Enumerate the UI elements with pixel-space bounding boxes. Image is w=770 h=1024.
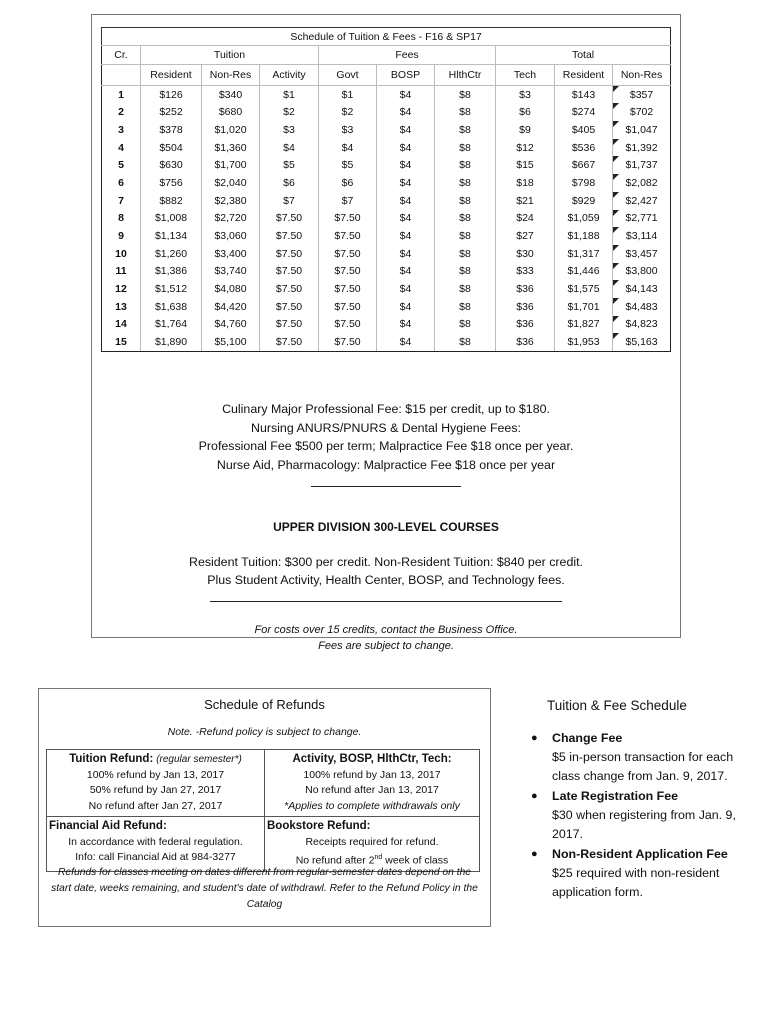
table-cell: $1,134: [141, 227, 202, 245]
table-cell: $252: [141, 103, 202, 121]
activity-refund-line: No refund after Jan 13, 2017: [305, 784, 439, 796]
credit-cell: 5: [102, 156, 141, 174]
tuition-fees-box: [91, 14, 681, 652]
table-cell: $24: [496, 210, 555, 228]
tuition-refund-qualifier: (regular semester*): [156, 754, 242, 765]
fee-notes: [92, 400, 680, 493]
list-item-title: Change Fee: [552, 731, 623, 745]
table-cell: $8: [435, 298, 496, 316]
table-cell: $4,420: [202, 298, 260, 316]
contact-note: [92, 622, 680, 654]
table-cell: $1,188: [555, 227, 613, 245]
table-cell: $5,100: [202, 333, 260, 351]
col-header: BOSP: [377, 64, 435, 85]
bookstore-refund-cell: [265, 817, 480, 872]
bookstore-refund-line: No refund after 2nd week of class: [295, 854, 449, 867]
table-cell: $7.50: [319, 316, 377, 334]
table-cell: $7.50: [260, 298, 319, 316]
side-title: Tuition & Fee Schedule: [547, 698, 687, 713]
table-cell: $667: [555, 156, 613, 174]
table-cell: $1,020: [202, 121, 260, 139]
table-cell: $7.50: [260, 227, 319, 245]
col-header: Non-Res: [613, 64, 671, 85]
table-cell: $702: [613, 103, 671, 121]
table-cell: $12: [496, 139, 555, 157]
table-cell: $8: [435, 245, 496, 263]
table-row: [102, 121, 671, 139]
table-cell: $7.50: [260, 333, 319, 351]
table-cell: $536: [555, 139, 613, 157]
table-row: [102, 316, 671, 334]
table-cell: $4: [377, 263, 435, 281]
table-cell: $7.50: [260, 316, 319, 334]
header-total: Total: [496, 46, 671, 65]
table-cell: $5: [260, 156, 319, 174]
table-cell: $274: [555, 103, 613, 121]
table-cell: $3,740: [202, 263, 260, 281]
table-cell: $4: [377, 280, 435, 298]
tuition-refund-line: No refund after Jan 27, 2017: [88, 799, 223, 812]
table-cell: $30: [496, 245, 555, 263]
upper-division-text: [92, 553, 680, 607]
activity-refund-line: 100% refund by Jan 13, 2017: [303, 768, 441, 781]
table-cell: $4: [377, 192, 435, 210]
table-row: [102, 298, 671, 316]
table-cell: $1,575: [555, 280, 613, 298]
bullet-icon: ●: [531, 732, 538, 744]
table-cell: $798: [555, 174, 613, 192]
table-cell: $33: [496, 263, 555, 281]
list-item-title: Late Registration Fee: [552, 789, 678, 803]
table-cell: $143: [555, 85, 613, 103]
table-cell: $3,400: [202, 245, 260, 263]
credit-cell: 4: [102, 139, 141, 157]
credit-cell: 14: [102, 316, 141, 334]
table-cell: $2,427: [613, 192, 671, 210]
table-cell: $756: [141, 174, 202, 192]
professional-note: Professional Fee $500 per term; Malpractice Fee $18 once per year.: [198, 439, 574, 453]
header-cr: Cr.: [102, 46, 141, 65]
table-cell: $8: [435, 174, 496, 192]
table-row: [102, 156, 671, 174]
table-cell: $15: [496, 156, 555, 174]
table-cell: $8: [435, 192, 496, 210]
table-cell: $8: [435, 103, 496, 121]
col-header: Tech: [496, 64, 555, 85]
table-cell: $36: [496, 316, 555, 334]
header-fees: Fees: [319, 46, 496, 65]
list-item-desc: $5 in-person transaction for each class change from Jan. 9, 2017.: [552, 750, 734, 783]
table-row: [102, 227, 671, 245]
table-cell: $2: [319, 103, 377, 121]
table-cell: $3,457: [613, 245, 671, 263]
table-cell: $4,760: [202, 316, 260, 334]
table-cell: $4: [377, 316, 435, 334]
table-cell: $1: [260, 85, 319, 103]
credit-cell: 7: [102, 192, 141, 210]
credit-cell: 8: [102, 210, 141, 228]
nurse-aid-note: Nurse Aid, Pharmacology: Malpractice Fee $18 once per year: [216, 457, 556, 472]
table-cell: $357: [613, 85, 671, 103]
bullet-icon: ●: [531, 790, 538, 802]
table-cell: $8: [435, 85, 496, 103]
table-row: [102, 245, 671, 263]
table-cell: $36: [496, 298, 555, 316]
table-cell: $3,060: [202, 227, 260, 245]
refund-note: Note. -Refund policy is subject to change.: [167, 726, 362, 738]
table-cell: $1,446: [555, 263, 613, 281]
nursing-note: Nursing ANURS/PNURS & Dental Hygiene Fees:: [251, 420, 521, 435]
table-cell: $7.50: [319, 280, 377, 298]
table-cell: $6: [319, 174, 377, 192]
col-header: Resident: [141, 64, 202, 85]
table-cell: $7: [260, 192, 319, 210]
table-cell: $7.50: [319, 263, 377, 281]
credit-cell: 11: [102, 263, 141, 281]
table-cell: $7.50: [260, 263, 319, 281]
bookstore-refund-line: Receipts required for refund.: [305, 835, 439, 848]
table-cell: $3: [319, 121, 377, 139]
list-item-title: Non-Resident Application Fee: [552, 847, 728, 861]
table-cell: $7.50: [260, 280, 319, 298]
table-cell: $4: [377, 333, 435, 351]
table-cell: $18: [496, 174, 555, 192]
list-item-desc: $25 required with non-resident application form.: [552, 866, 720, 899]
table-cell: $36: [496, 333, 555, 351]
divider: [311, 480, 461, 487]
refund-footer: Refunds for classes meeting on dates different from regular-semester dates depend on the start date, weeks remaining, and student's date of withdrawl. Refer to the Refund Policy in the Catalog: [51, 867, 478, 910]
table-cell: $8: [435, 227, 496, 245]
table-cell: $2,380: [202, 192, 260, 210]
activity-refund-line: *Applies to complete withdrawals only: [284, 799, 460, 812]
credit-cell: 3: [102, 121, 141, 139]
upper-division-title: UPPER DIVISION 300-LEVEL COURSES: [273, 520, 499, 534]
table-cell: $4,080: [202, 280, 260, 298]
table-cell: $6: [260, 174, 319, 192]
table-cell: $1: [319, 85, 377, 103]
bookstore-refund-label: Bookstore Refund:: [267, 820, 371, 832]
table-cell: $929: [555, 192, 613, 210]
activity-refund-label: Activity, BOSP, HlthCtr, Tech:: [292, 753, 452, 765]
table-cell: $504: [141, 139, 202, 157]
table-cell: $4,483: [613, 298, 671, 316]
col-header: Resident: [555, 64, 613, 85]
credit-cell: 9: [102, 227, 141, 245]
table-cell: $8: [435, 333, 496, 351]
table-cell: $8: [435, 263, 496, 281]
table-cell: $4: [260, 139, 319, 157]
financial-aid-refund-label: Financial Aid Refund:: [49, 820, 167, 832]
credit-cell: 12: [102, 280, 141, 298]
table-cell: $9: [496, 121, 555, 139]
table-cell: $3: [260, 121, 319, 139]
tuition-refund-line: 50% refund by Jan 27, 2017: [89, 784, 222, 796]
list-item: [531, 787, 741, 844]
refund-schedule-box: [38, 688, 491, 927]
table-cell: $7.50: [319, 333, 377, 351]
table-cell: $5,163: [613, 333, 671, 351]
table-cell: $1,386: [141, 263, 202, 281]
table-cell: $2: [260, 103, 319, 121]
table-cell: $7: [319, 192, 377, 210]
credit-cell: 1: [102, 85, 141, 103]
table-cell: $4: [377, 156, 435, 174]
table-cell: $1,392: [613, 139, 671, 157]
credit-cell: 2: [102, 103, 141, 121]
table-cell: $1,047: [613, 121, 671, 139]
table-cell: $1,764: [141, 316, 202, 334]
table-cell: $6: [496, 103, 555, 121]
table-cell: $36: [496, 280, 555, 298]
divider: [210, 595, 562, 602]
table-cell: $4,143: [613, 280, 671, 298]
table-cell: $1,638: [141, 298, 202, 316]
table-cell: $7.50: [319, 227, 377, 245]
header-blank: [102, 64, 141, 85]
table-cell: $1,701: [555, 298, 613, 316]
table-cell: $3: [496, 85, 555, 103]
table-cell: $4: [377, 245, 435, 263]
col-header: Govt: [319, 64, 377, 85]
table-cell: $1,737: [613, 156, 671, 174]
table-cell: $1,008: [141, 210, 202, 228]
culinary-note: Culinary Major Professional Fee: $15 per credit, up to $180.: [222, 402, 550, 416]
table-row: [102, 333, 671, 351]
credit-cell: 6: [102, 174, 141, 192]
col-header: Activity: [260, 64, 319, 85]
table-cell: $4: [377, 210, 435, 228]
table-cell: $630: [141, 156, 202, 174]
credit-cell: 15: [102, 333, 141, 351]
activity-refund-cell: [265, 750, 480, 817]
contact-line2: Fees are subject to change.: [318, 640, 454, 652]
table-cell: $1,953: [555, 333, 613, 351]
table-cell: $1,700: [202, 156, 260, 174]
table-cell: $27: [496, 227, 555, 245]
table-cell: $4: [377, 85, 435, 103]
table-cell: $5: [319, 156, 377, 174]
table-row: [102, 139, 671, 157]
table-cell: $4: [377, 298, 435, 316]
header-tuition: Tuition: [141, 46, 319, 65]
table-cell: $4: [377, 121, 435, 139]
table-cell: $1,360: [202, 139, 260, 157]
table-cell: $1,059: [555, 210, 613, 228]
table-row: [102, 280, 671, 298]
table-cell: $4: [377, 174, 435, 192]
table-cell: $7.50: [319, 245, 377, 263]
table-cell: $2,720: [202, 210, 260, 228]
table-cell: $8: [435, 316, 496, 334]
bullet-icon: ●: [531, 848, 538, 860]
financial-aid-refund-cell: [47, 817, 265, 872]
table-row: [102, 192, 671, 210]
financial-aid-refund-line: In accordance with federal regulation.: [68, 835, 243, 848]
table-cell: $340: [202, 85, 260, 103]
table-cell: $3,800: [613, 263, 671, 281]
table-row: [102, 210, 671, 228]
list-item: [531, 845, 741, 902]
table-cell: $680: [202, 103, 260, 121]
list-item-desc: $30 when registering from Jan. 9, 2017.: [552, 808, 736, 841]
upper-division-line1: Resident Tuition: $300 per credit. Non-Resident Tuition: $840 per credit.: [189, 555, 583, 569]
table-cell: $21: [496, 192, 555, 210]
table-cell: $8: [435, 210, 496, 228]
table-cell: $378: [141, 121, 202, 139]
table-cell: $4: [377, 139, 435, 157]
col-header: HlthCtr: [435, 64, 496, 85]
table-cell: $4,823: [613, 316, 671, 334]
tuition-refund-cell: [47, 750, 265, 817]
table-row: [102, 85, 671, 103]
table-cell: $2,771: [613, 210, 671, 228]
tuition-refund-line: 100% refund by Jan 13, 2017: [86, 768, 225, 781]
table-cell: $8: [435, 121, 496, 139]
table-cell: $8: [435, 156, 496, 174]
fee-list: [531, 729, 741, 903]
upper-division-line2: Plus Student Activity, Health Center, BOSP, and Technology fees.: [207, 573, 565, 587]
contact-line1: For costs over 15 credits, contact the Business Office.: [254, 624, 518, 636]
table-row: [102, 103, 671, 121]
table-cell: $1,317: [555, 245, 613, 263]
table-cell: $126: [141, 85, 202, 103]
table-cell: $1,890: [141, 333, 202, 351]
table-cell: $4: [377, 227, 435, 245]
credit-cell: 10: [102, 245, 141, 263]
table-cell: $1,827: [555, 316, 613, 334]
table-cell: $405: [555, 121, 613, 139]
tuition-refund-label: Tuition Refund:: [69, 753, 154, 765]
table-cell: $2,040: [202, 174, 260, 192]
table-cell: $882: [141, 192, 202, 210]
table-cell: $7.50: [319, 210, 377, 228]
refund-title: Schedule of Refunds: [204, 697, 325, 712]
table-title: Schedule of Tuition & Fees - F16 & SP17: [102, 28, 671, 46]
table-row: [102, 174, 671, 192]
table-cell: $4: [319, 139, 377, 157]
table-cell: $3,114: [613, 227, 671, 245]
table-cell: $1,512: [141, 280, 202, 298]
table-cell: $2,082: [613, 174, 671, 192]
col-header: Non-Res: [202, 64, 260, 85]
list-item: [531, 729, 741, 786]
table-cell: $8: [435, 280, 496, 298]
table-cell: $7.50: [260, 245, 319, 263]
tuition-fees-table: [101, 27, 671, 352]
table-cell: $7.50: [319, 298, 377, 316]
table-cell: $8: [435, 139, 496, 157]
table-cell: $1,260: [141, 245, 202, 263]
financial-aid-refund-line: Info: call Financial Aid at 984-3277: [75, 851, 236, 863]
credit-cell: 13: [102, 298, 141, 316]
table-cell: $4: [377, 103, 435, 121]
refund-table: [46, 749, 480, 872]
table-row: [102, 263, 671, 281]
table-cell: $7.50: [260, 210, 319, 228]
